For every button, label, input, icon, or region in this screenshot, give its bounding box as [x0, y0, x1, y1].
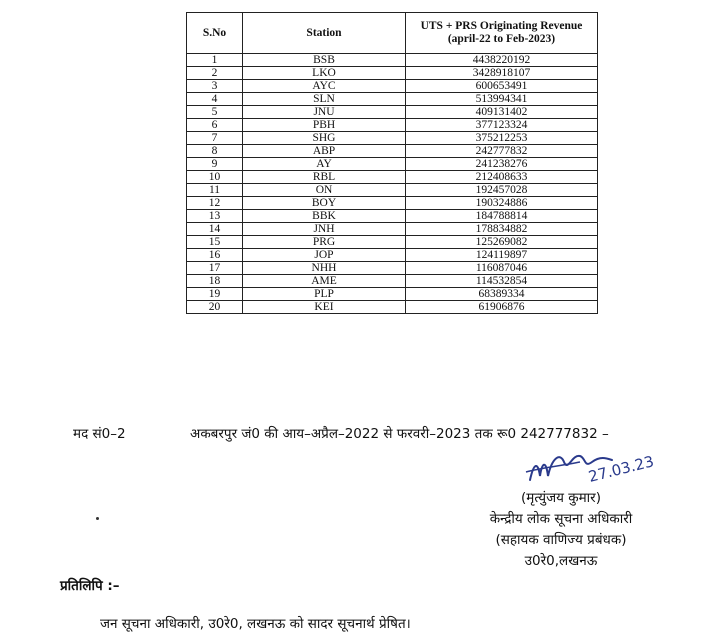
table-row [187, 301, 598, 314]
table-header-row [187, 13, 598, 54]
revenue-cell: 192457028 [406, 184, 598, 197]
revenue-cell: 409131402 [406, 106, 598, 119]
station-cell: NHH [243, 262, 406, 275]
revenue-cell: 125269082 [406, 236, 598, 249]
table-row [187, 145, 598, 158]
sno-header: S.No [187, 13, 243, 54]
station-cell: JNU [243, 106, 406, 119]
table-row [187, 158, 598, 171]
table-row [187, 67, 598, 80]
sno-cell: 20 [187, 301, 243, 314]
table-row [187, 54, 598, 67]
sno-cell: 15 [187, 236, 243, 249]
station-cell: AME [243, 275, 406, 288]
table-row [187, 288, 598, 301]
table-row [187, 275, 598, 288]
table-row [187, 119, 598, 132]
revenue-cell: 178834882 [406, 223, 598, 236]
sno-cell: 18 [187, 275, 243, 288]
copy-label: प्रतिलिपि :– [60, 578, 120, 594]
table-row [187, 106, 598, 119]
station-cell: BOY [243, 197, 406, 210]
signatory-block [468, 488, 654, 572]
station-cell: AYC [243, 80, 406, 93]
revenue-table [186, 12, 598, 314]
table-row [187, 236, 598, 249]
revenue-cell: 116087046 [406, 262, 598, 275]
station-cell: RBL [243, 171, 406, 184]
revenue-cell: 241238276 [406, 158, 598, 171]
revenue-header-title: UTS + PRS Originating Revenue [420, 20, 583, 32]
sno-cell: 3 [187, 80, 243, 93]
revenue-cell: 184788814 [406, 210, 598, 223]
sno-cell: 11 [187, 184, 243, 197]
revenue-cell: 68389334 [406, 288, 598, 301]
revenue-cell: 190324886 [406, 197, 598, 210]
svg-text:27.03.23: 27.03.23 [586, 452, 656, 486]
income-statement: अकबरपुर जं0 की आय–अप्रैल–2022 से फरवरी–2023 तक रू0 242777832 – [190, 426, 609, 442]
station-cell: SLN [243, 93, 406, 106]
sno-cell: 19 [187, 288, 243, 301]
station-cell: ON [243, 184, 406, 197]
revenue-cell: 124119897 [406, 249, 598, 262]
signatory-designation: (सहायक वाणिज्य प्रबंधक) [495, 532, 627, 548]
station-cell: BSB [243, 54, 406, 67]
table-row [187, 184, 598, 197]
table-row [187, 197, 598, 210]
table-row [187, 171, 598, 184]
sno-cell: 7 [187, 132, 243, 145]
signatory-title: केन्द्रीय लोक सूचना अधिकारी [489, 511, 633, 527]
table-row [187, 249, 598, 262]
revenue-cell: 114532854 [406, 275, 598, 288]
station-cell: SHG [243, 132, 406, 145]
table-row [187, 210, 598, 223]
sno-cell: 14 [187, 223, 243, 236]
station-cell: LKO [243, 67, 406, 80]
sno-cell: 8 [187, 145, 243, 158]
sno-cell: 13 [187, 210, 243, 223]
revenue-header [406, 13, 598, 54]
station-header: Station [243, 13, 406, 54]
item-number-label: मद सं0–2 [73, 426, 126, 442]
sno-cell: 4 [187, 93, 243, 106]
sno-cell: 17 [187, 262, 243, 275]
sno-cell: 16 [187, 249, 243, 262]
revenue-cell: 3428918107 [406, 67, 598, 80]
signatory-office: उ0रे0,लखनऊ [524, 553, 598, 569]
sno-cell: 1 [187, 54, 243, 67]
revenue-cell: 212408633 [406, 171, 598, 184]
sno-cell: 2 [187, 67, 243, 80]
revenue-cell: 4438220192 [406, 54, 598, 67]
station-cell: PBH [243, 119, 406, 132]
station-cell: JOP [243, 249, 406, 262]
revenue-cell: 242777832 [406, 145, 598, 158]
station-cell: PRG [243, 236, 406, 249]
stray-dot [96, 517, 99, 520]
revenue-cell: 61906876 [406, 301, 598, 314]
sno-cell: 5 [187, 106, 243, 119]
sno-cell: 12 [187, 197, 243, 210]
table-row [187, 93, 598, 106]
station-cell: AY [243, 158, 406, 171]
revenue-cell: 375212253 [406, 132, 598, 145]
copy-recipient-text: जन सूचना अधिकारी, उ0रे0, लखनऊ को सादर सूचनार्थ प्रेषित। [100, 616, 411, 632]
table-row [187, 223, 598, 236]
sno-cell: 10 [187, 171, 243, 184]
revenue-cell: 600653491 [406, 80, 598, 93]
station-cell: KEI [243, 301, 406, 314]
station-cell: PLP [243, 288, 406, 301]
handwritten-signature [520, 432, 680, 494]
table-row [187, 262, 598, 275]
station-cell: JNH [243, 223, 406, 236]
sno-cell: 9 [187, 158, 243, 171]
station-cell: BBK [243, 210, 406, 223]
signatory-name: (मृत्युंजय कुमार) [521, 490, 601, 506]
revenue-header-period: (april-22 to Feb-2023) [447, 33, 556, 45]
revenue-cell: 513994341 [406, 93, 598, 106]
table-row [187, 132, 598, 145]
station-cell: ABP [243, 145, 406, 158]
table-row [187, 80, 598, 93]
sno-cell: 6 [187, 119, 243, 132]
revenue-cell: 377123324 [406, 119, 598, 132]
